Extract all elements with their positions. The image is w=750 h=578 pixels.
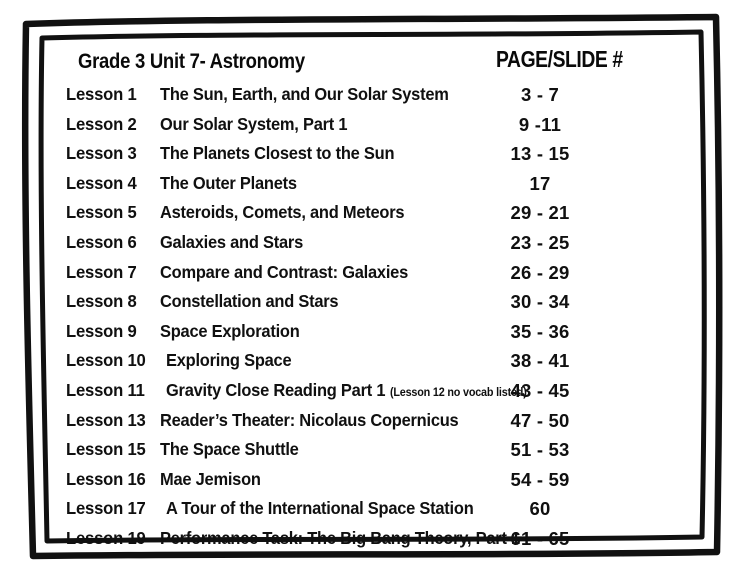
lesson-title-text: Our Solar System, Part 1	[160, 113, 348, 134]
table-row	[0, 202, 750, 232]
header-row	[0, 46, 750, 80]
page-slide-range: 30 - 34	[510, 291, 570, 313]
lesson-title-text: The Outer Planets	[160, 172, 297, 193]
column-header-pages: PAGE/SLIDE #	[496, 46, 623, 72]
page-slide-range: 9 -11	[518, 113, 562, 135]
lesson-title-text: Galaxies and Stars	[160, 231, 303, 252]
page-title: Grade 3 Unit 7- Astronomy	[78, 50, 305, 73]
lesson-label: Lesson 1	[66, 84, 137, 104]
lesson-title-text: Reader’s Theater: Nicolaus Copernicus	[160, 409, 459, 430]
table-row	[0, 291, 750, 321]
page-slide-range: 61 - 65	[510, 527, 570, 549]
lesson-label: Lesson 11	[66, 379, 145, 400]
lesson-title	[160, 202, 404, 223]
lesson-label: Lesson 17	[66, 498, 146, 519]
lesson-label: Lesson 8	[66, 291, 137, 312]
lesson-table	[0, 84, 750, 558]
page-slide-range: 17	[529, 172, 551, 194]
table-row	[0, 143, 750, 173]
page-slide-range: 3 - 7	[520, 84, 560, 105]
lesson-title-text: The Planets Closest to the Sun	[160, 143, 395, 164]
lesson-title	[160, 410, 458, 431]
lesson-title-text: A Tour of the International Space Station	[166, 498, 474, 519]
lesson-label: Lesson 5	[66, 202, 137, 223]
lesson-label: Lesson 6	[66, 231, 137, 252]
lesson-label: Lesson 2	[66, 113, 137, 134]
table-row	[0, 498, 750, 528]
table-row	[0, 350, 750, 380]
page-slide-range: 29 - 21	[510, 202, 570, 224]
lesson-label: Lesson 16	[66, 468, 146, 489]
table-row	[0, 439, 750, 469]
lesson-title	[166, 350, 291, 371]
table-row	[0, 173, 750, 203]
lesson-title	[160, 114, 347, 135]
lesson-label: Lesson 13	[66, 409, 146, 430]
lesson-title	[160, 528, 520, 549]
lesson-label: Lesson 19	[66, 527, 146, 548]
lesson-label: Lesson 4	[66, 172, 137, 193]
lesson-title	[160, 291, 338, 312]
table-row	[0, 528, 750, 558]
lesson-label: Lesson 10	[66, 350, 146, 371]
lesson-title-text: Gravity Close Reading Part 1	[166, 379, 386, 400]
table-row	[0, 321, 750, 351]
table-row	[0, 469, 750, 499]
page-slide-range: 54 - 59	[510, 468, 570, 490]
table-row	[0, 114, 750, 144]
lesson-title	[166, 498, 474, 519]
lesson-title	[160, 232, 303, 253]
table-row	[0, 84, 750, 114]
page-slide-range: 38 - 41	[510, 350, 570, 372]
page-slide-range: 43 - 45	[510, 379, 570, 401]
lesson-title-text: Performance Task: The Big Bang Theory, Part 1	[160, 527, 520, 548]
table-row	[0, 410, 750, 440]
lesson-title	[160, 439, 299, 460]
lesson-title-text: Exploring Space	[166, 350, 292, 371]
lesson-title-text: Mae Jemison	[160, 468, 261, 489]
table-row	[0, 262, 750, 292]
page-slide-range: 51 - 53	[510, 439, 570, 461]
lesson-label: Lesson 9	[66, 320, 137, 341]
page-slide-range: 26 - 29	[510, 261, 570, 283]
lesson-title-text: The Space Shuttle	[160, 439, 299, 460]
page-slide-range: 13 - 15	[510, 143, 570, 165]
lesson-title	[160, 469, 261, 490]
page-slide-range: 47 - 50	[510, 409, 570, 431]
lesson-title	[160, 84, 449, 105]
lesson-title	[160, 262, 408, 283]
page-slide-range: 35 - 36	[510, 320, 570, 342]
lesson-title-text: Asteroids, Comets, and Meteors	[160, 202, 405, 223]
lesson-title-text: Space Exploration	[160, 320, 300, 341]
lesson-title-note: (Lesson 12 no vocab listed)	[389, 386, 527, 399]
table-row	[0, 232, 750, 262]
lesson-label: Lesson 3	[66, 143, 137, 164]
lesson-title-text: Constellation and Stars	[160, 291, 339, 312]
page-slide-range: 60	[529, 498, 551, 520]
lesson-title-text: The Sun, Earth, and Our Solar System	[160, 84, 449, 104]
lesson-title	[160, 143, 394, 164]
lesson-title	[160, 173, 297, 194]
lesson-title-text: Compare and Contrast: Galaxies	[160, 261, 408, 282]
lesson-title	[160, 321, 300, 342]
lesson-label: Lesson 15	[66, 439, 146, 460]
lesson-label: Lesson 7	[66, 261, 137, 282]
page-slide-range: 23 - 25	[510, 231, 570, 253]
table-row	[0, 380, 750, 410]
